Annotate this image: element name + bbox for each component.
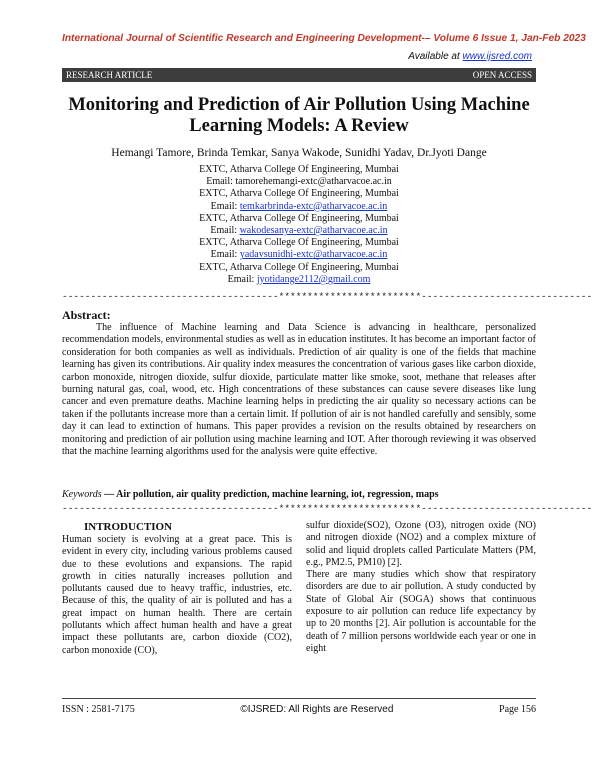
- section-separator: --------------------------------------*************************------------------------------: [62, 291, 593, 302]
- intro-paragraph: sulfur dioxide(SO2), Ozone (O3), nitrogen oxide (NO) and nitrogen dioxide (NO2) and a complex mixture of solid and liquid droplets called Particulate Matters (PM, e.g., PM2.5, PM10) [2].: [306, 520, 536, 568]
- author-list: Hemangi Tamore, Brinda Temkar, Sanya Wakode, Sunidhi Yadav, Dr.Jyoti Dange: [111, 147, 487, 159]
- availability-line: [408, 51, 532, 62]
- page-number: Page 156: [499, 704, 536, 715]
- column-left: [62, 521, 292, 657]
- keywords-text: Air pollution, air quality prediction, machine learning, iot, regression, maps: [116, 489, 439, 500]
- section-separator: --------------------------------------*************************------------------------------: [62, 503, 593, 514]
- affiliation-email: Email: tamorehemangi-extc@atharvacoe.ac.in: [206, 176, 392, 188]
- issn-text: ISSN : 2581-7175: [62, 704, 135, 715]
- keywords-label: Keywords: [62, 489, 102, 500]
- affiliation-email: Email: yadavsunidhi-extc@atharvacoe.ac.in: [210, 249, 388, 261]
- paper-title: Monitoring and Prediction of Air Pollution Using Machine Learning Models: A Review: [68, 95, 530, 136]
- intro-paragraph: Human society is evolving at a great pace. This is evident in every city, including various problems caused due to these evolutions and expansions. The rapid growth in cities naturally increases pollution and pollutants caused due to heavy traffic, industries, etc. Because of this, the quality of air is polluted and has a great impact on human health. There are certain pollutants which affect human health and have a great impact these pollutants are, carbon dioxide (CO2), carbon monoxide (CO),: [62, 534, 292, 656]
- email-link[interactable]: jyotidange2112@gmail.com: [256, 273, 371, 285]
- abstract-text: The influence of Machine learning and Data Science is advancing in healthcare, personalized recommendation models, environmental studies as well as in education institutes. It has become an important factor of consideration for both companies as well as individuals. Prediction of air quality is one of the fields that machine learning has given its contributions. Air quality index measures the concentration of various gases like carbon dioxide, carbon monoxide, nitrogen dioxide, sulfur dioxide, particulate matter like smoke, soot, methane that releases after burning natural gas, coal, wood, etc. High concentrations of these substances can cause severe diseases like lung cancer and even premature deaths. Machine learning helps in predicting the air quality so necessary actions can be taken if the pollutants increase more than a certain limit. If pollution of air is not handled carefully and sensibly, some day it can lead to extinction of humans. This paper provides a revision on the results obtained by researchers on monitoring and prediction of air pollution using machine learning and IOT. After thorough reviewing it was observed that the machine learning algorithms used for the analysis were quite effective.: [62, 322, 536, 458]
- email-link[interactable]: wakodesanya-extc@atharvacoe.ac.in: [239, 225, 388, 237]
- footer-rule: [62, 698, 536, 699]
- affiliation-org: EXTC, Atharva College Of Engineering, Mumbai: [199, 164, 399, 175]
- abstract-heading: Abstract:: [62, 308, 111, 322]
- email-text: tamorehemangi-extc@atharvacoe.ac.in: [235, 176, 392, 188]
- affiliation-email: Email: wakodesanya-extc@atharvacoe.ac.in: [210, 225, 388, 237]
- introduction-heading: INTRODUCTION: [84, 521, 173, 533]
- column-right: [306, 520, 536, 655]
- open-access-label: OPEN ACCESS: [472, 70, 532, 80]
- keywords-line: Keywords — Air pollution, air quality prediction, machine learning, iot, regression, maps: [62, 489, 439, 500]
- email-link[interactable]: yadavsunidhi-extc@atharvacoe.ac.in: [239, 249, 388, 261]
- journal-header: International Journal of Scientific Research and Engineering Development-– Volume 6 Issue 1, Jan-Feb 2023: [62, 33, 586, 44]
- email-link[interactable]: temkarbrinda-extc@atharvacoe.ac.in: [239, 200, 388, 212]
- intro-paragraph: There are many studies which show that respiratory disorders are due to air pollution. A study conducted by State of Global Air (SOGA) shows that continuous exposure to air pollution can reduce life expectancy by up to 20 months [2]. Air pollution is accountable for the death of 7 million persons worldwide each year or one in eight: [306, 569, 536, 654]
- page-footer: [62, 704, 536, 715]
- article-type-bar: [62, 68, 536, 82]
- affiliation-email: Email: jyotidange2112@gmail.com: [227, 273, 371, 285]
- journal-url-link[interactable]: www.ijsred.com: [462, 51, 532, 62]
- affiliation-org: EXTC, Atharva College Of Engineering, Mumbai: [199, 188, 399, 200]
- available-prefix: Available at: [408, 51, 463, 62]
- affiliation-block: [62, 164, 536, 286]
- affiliation-org: EXTC, Atharva College Of Engineering, Mumbai: [199, 237, 399, 249]
- affiliation-org: EXTC, Atharva College Of Engineering, Mumbai: [199, 261, 399, 273]
- affiliation-email: Email: temkarbrinda-extc@atharvacoe.ac.in: [210, 200, 388, 212]
- rights-text: ©IJSRED: All Rights are Reserved: [240, 704, 394, 715]
- research-article-label: RESEARCH ARTICLE: [66, 70, 153, 80]
- affiliation-org: EXTC, Atharva College Of Engineering, Mumbai: [199, 212, 399, 224]
